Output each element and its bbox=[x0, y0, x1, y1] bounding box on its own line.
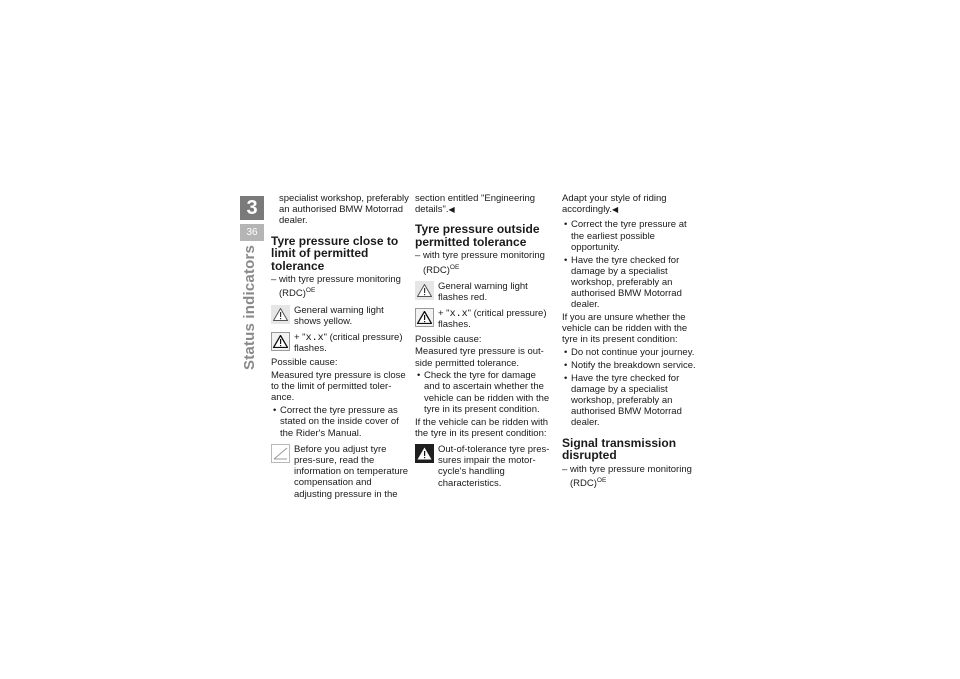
cause-label: Possible cause: bbox=[415, 333, 482, 345]
cause-label: Possible cause: bbox=[271, 357, 338, 369]
intro-text: specialist workshop, preferably an authorised BMW Motorrad dealer. bbox=[279, 193, 409, 227]
section-heading: Tyre pressure outside permitted tolerance bbox=[415, 222, 540, 249]
warning-triangle-icon bbox=[271, 305, 290, 324]
note-text: Before you adjust tyre pres-sure, read the information on temperature compensation and adjusting pressure in the bbox=[294, 443, 409, 500]
list-item: • Notify the breakdown service. bbox=[562, 360, 702, 371]
list-item: • Have the tyre checked for damage by a specialist workshop, preferably an authorised BMW Motorrad dealer. bbox=[562, 255, 702, 311]
pressure-code: x.x bbox=[305, 331, 324, 343]
warning-red bbox=[415, 281, 553, 303]
warning-pressure bbox=[415, 308, 553, 330]
condition-line: – with tyre pressure monitoring (RDC)$^{OE}$ bbox=[415, 250, 545, 276]
column-1 bbox=[271, 193, 410, 503]
list-item: • Do not continue your journey. bbox=[562, 347, 702, 358]
intro-span: Adapt your style of riding accordingly. bbox=[562, 193, 667, 216]
page-number: 36 bbox=[240, 224, 264, 241]
warning-pre: + " bbox=[438, 308, 450, 320]
warning-triangle-icon bbox=[271, 332, 290, 351]
condition-text: with tyre pressure monitoring (RDC) bbox=[278, 274, 401, 300]
warning-text: General warning light flashes red. bbox=[438, 280, 528, 304]
intro-text bbox=[415, 193, 553, 215]
column-2 bbox=[415, 193, 553, 492]
condition-text: with tyre pressure monitoring (RDC) bbox=[569, 463, 692, 489]
warning-pre: + " bbox=[294, 331, 306, 343]
warning-text: General warning light shows yellow. bbox=[294, 304, 384, 327]
intro-span: section entitled "Engineering details". bbox=[415, 193, 536, 216]
danger-text: Out-of-tolerance tyre pres-sures impair the motor-cycle's handling characteristics. bbox=[438, 443, 550, 489]
list-item: • Have the tyre checked for damage by a specialist workshop, preferably an authorised BMW Motorrad dealer. bbox=[562, 373, 702, 429]
section-heading: Tyre pressure close to limit of permitted tolerance bbox=[271, 233, 399, 273]
note-box bbox=[271, 444, 410, 500]
warning-triangle-icon bbox=[415, 281, 434, 300]
condition-sup: OE bbox=[596, 476, 607, 484]
paragraph: If the vehicle can be ridden with the tyre in its present condition: bbox=[415, 416, 549, 439]
danger-box bbox=[415, 444, 553, 489]
chapter-tab bbox=[240, 196, 264, 241]
warning-triangle-icon bbox=[415, 444, 434, 463]
paragraph: If you are unsure whether the vehicle can be ridden with the tyre in its present condition: bbox=[562, 312, 688, 346]
list-item: • Check the tyre for damage and to ascertain whether the vehicle can be ridden with the tyre in its present condition. bbox=[415, 370, 553, 415]
condition-sup: OE bbox=[305, 287, 316, 295]
end-mark-icon: ◀ bbox=[448, 205, 455, 215]
pressure-code: x.x bbox=[449, 308, 468, 320]
cause-text: Measured tyre pressure is out-side permitted tolerance. bbox=[415, 346, 544, 369]
condition-line: – with tyre pressure monitoring (RDC)$^{OE}$ bbox=[271, 274, 401, 300]
condition-sup: OE bbox=[449, 263, 460, 271]
condition-line: – with tyre pressure monitoring (RDC)$^{OE}$ bbox=[562, 463, 692, 489]
list-item: • Correct the tyre pressure as stated on the inside cover of the Rider's Manual. bbox=[271, 405, 410, 439]
warning-post: " (critical pressure) flashes. bbox=[294, 331, 403, 355]
section-title: Status indicators bbox=[241, 244, 258, 370]
warning-triangle-icon bbox=[415, 308, 434, 327]
warning-pressure bbox=[271, 332, 410, 354]
note-icon bbox=[271, 444, 290, 463]
condition-text: with tyre pressure monitoring (RDC) bbox=[422, 250, 545, 276]
end-mark-icon: ◀ bbox=[612, 205, 619, 215]
intro-text bbox=[562, 193, 702, 215]
warning-post: " (critical pressure) flashes. bbox=[438, 308, 547, 331]
warning-yellow bbox=[271, 305, 410, 327]
cause-text: Measured tyre pressure is close to the limit of permitted toler-ance. bbox=[271, 370, 406, 404]
list-item: • Correct the tyre pressure at the earliest possible opportunity. bbox=[562, 219, 702, 253]
section-heading: Signal transmission disrupted bbox=[562, 435, 677, 463]
column-3 bbox=[562, 193, 702, 490]
chapter-number: 3 bbox=[240, 196, 264, 220]
